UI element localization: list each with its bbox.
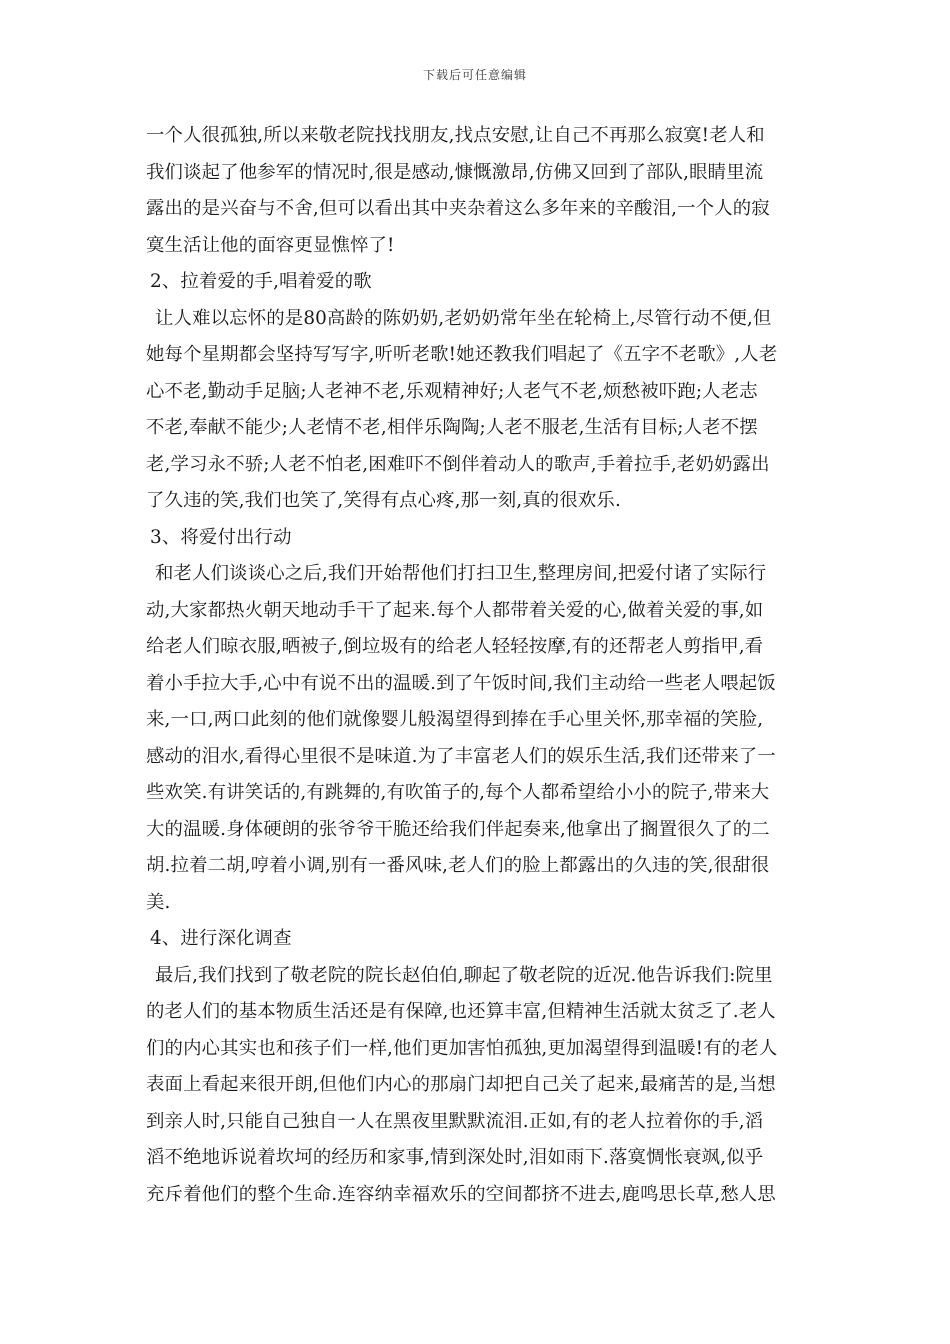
section-heading: 2、拉着爱的手,唱着爱的歌	[150, 271, 372, 292]
document-body	[146, 118, 810, 1213]
text-line: 大的温暖.身体硬朗的张爷爷干脆还给我们伴起奏来,他拿出了搁置很久了的二	[146, 818, 770, 840]
text-line: 她每个星期都会坚持写写字,听听老歌!她还教我们唱起了《五字不老歌》,人老	[146, 344, 778, 365]
text-line: 寞生活让他的面容更显憔悴了!	[146, 234, 395, 256]
text-line: 不老,奉献不能少;人老情不老,相伴乐陶陶;人老不服老,生活有目标;人老不摆	[146, 417, 758, 438]
text-line: 了久违的笑,我们也笑了,笑得有点心疼,那一刻,真的很欢乐.	[146, 490, 621, 511]
text-line: 胡.拉着二胡,哼着小调,别有一番风味,老人们的脸上都露出的久违的笑,很甜很	[146, 855, 770, 876]
text-line: 着小手拉大手,心中有说不出的温暖.到了午饭时间,我们主动给一些老人喂起饭	[146, 672, 776, 694]
text-line: 充斥着他们的整个生命.连容纳幸福欢乐的空间都挤不进去,鹿鸣思长草,愁人思	[146, 1183, 776, 1205]
text-line: 让人难以忘怀的是80高龄的陈奶奶,老奶奶常年坐在轮椅上,尽管行动不便,但	[155, 307, 772, 329]
text-line: 美.	[146, 891, 171, 913]
text-line: 的老人们的基本物质生活还是有保障,也还算丰富,但精神生活就太贫乏了.老人	[146, 1001, 776, 1022]
text-line: 给老人们晾衣服,晒被子,倒垃圾有的给老人轻轻按摩,有的还帮老人剪指甲,看	[146, 636, 764, 657]
text-line: 表面上看起来很开朗,但他们内心的那扇门却把自己关了起来,最痛苦的是,当想	[146, 1074, 776, 1095]
text-line: 滔不绝地诉说着坎坷的经历和家事,情到深处时,泪如雨下.落寞惆怅衰飒,似乎	[146, 1147, 764, 1168]
text-line: 心不老,勤动手足脑;人老神不老,乐观精神好;人老气不老,烦愁被吓跑;人老志	[146, 380, 758, 402]
text-line: 动,大家都热火朝天地动手干了起来.每个人都带着关爱的心,做着关爱的事,如	[146, 599, 764, 621]
text-line: 们的内心其实也和孩子们一样,他们更加害怕孤独,更加渴望得到温暖!有的老人	[146, 1037, 778, 1059]
text-line: 感动的泪水,看得心里很不是味道.为了丰富老人们的娱乐生活,我们还带来了一	[146, 745, 776, 767]
text-line: 老,学习永不骄;人老不怕老,困难吓不倒伴着动人的歌声,手着拉手,老奶奶露出	[146, 453, 770, 475]
text-line: 最后,我们找到了敬老院的院长赵伯伯,聊起了敬老院的近况.他告诉我们:院里	[155, 964, 773, 986]
text-line: 露出的是兴奋与不舍,但可以看出其中夹杂着这么多年来的辛酸泪,一个人的寂	[146, 198, 770, 219]
text-line: 我们谈起了他参军的情况时,很是感动,慷慨激昂,仿佛又回到了部队,眼睛里流	[146, 161, 764, 183]
text-line: 和老人们谈谈心之后,我们开始帮他们打扫卫生,整理房间,把爱付诸了实际行	[155, 563, 767, 584]
section-heading: 3、将爱付出行动	[150, 526, 292, 548]
page-header: 下载后可任意编辑	[422, 68, 527, 82]
text-line: 些欢笑.有讲笑话的,有跳舞的,有吹笛子的,每个人都希望给小小的院子,带来大	[146, 782, 770, 803]
text-line: 来,一口,两口此刻的他们就像婴儿般渴望得到捧在手心里关怀,那幸福的笑脸,	[146, 709, 764, 730]
section-heading: 4、进行深化调查	[150, 928, 292, 949]
text-line: 到亲人时,只能自己独自一人在黑夜里默默流泪.正如,有的老人拉着你的手,滔	[146, 1110, 764, 1132]
text-line: 一个人很孤独,所以来敬老院找找朋友,找点安慰,让自己不再那么寂寞!老人和	[146, 125, 765, 146]
